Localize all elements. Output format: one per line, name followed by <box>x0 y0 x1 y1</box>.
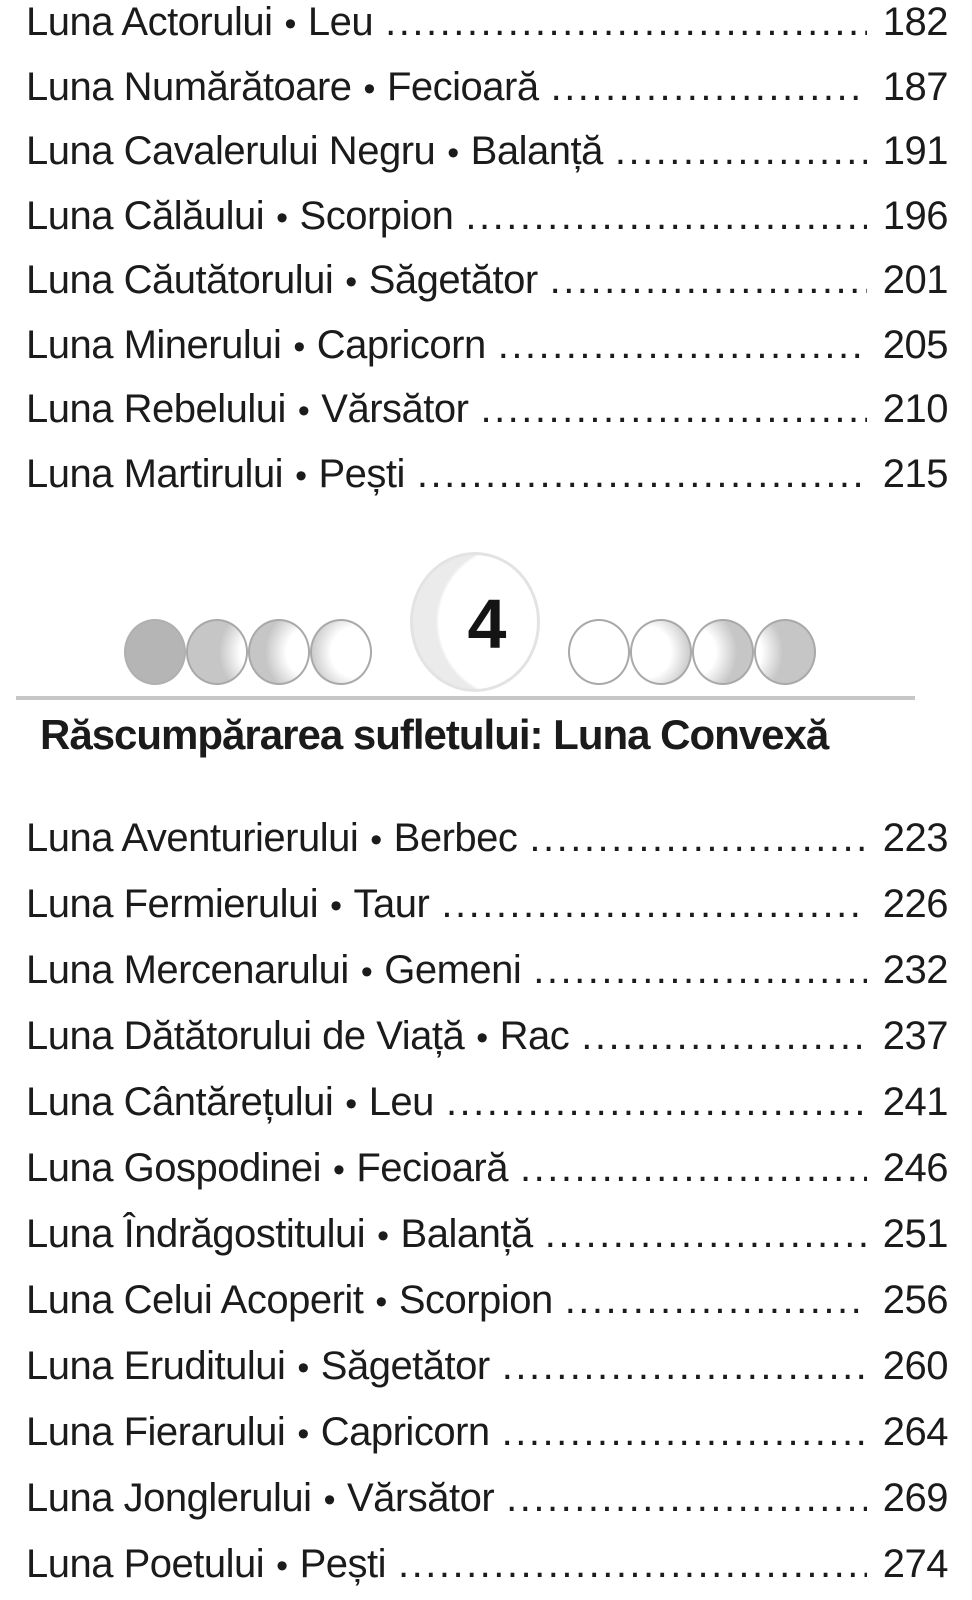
entry-label <box>26 1014 569 1059</box>
entry-page-number: 226 <box>882 882 948 926</box>
entry-title: Luna Cavalerului Negru <box>26 129 436 173</box>
entry-zodiac: Capricorn <box>316 322 486 367</box>
entry-label <box>26 194 453 239</box>
toc-entry <box>26 452 948 517</box>
bullet-separator: • <box>476 1019 488 1057</box>
bullet-separator: • <box>345 1085 357 1123</box>
entry-zodiac: Taur <box>353 882 430 926</box>
dot-leader <box>615 129 867 174</box>
entry-title: Luna Îndrăgostitului <box>26 1212 366 1256</box>
entry-zodiac: Capricorn <box>320 1410 490 1454</box>
chapter-number: 4 <box>467 585 507 663</box>
toc-entry <box>26 129 948 194</box>
dot-leader <box>385 0 867 45</box>
entry-title: Luna Fierarului <box>26 1410 286 1454</box>
entry-label <box>26 387 468 432</box>
dot-leader <box>441 882 866 927</box>
entry-page-number: 246 <box>882 1146 948 1190</box>
entry-label <box>26 1080 434 1125</box>
bullet-separator: • <box>284 5 296 43</box>
entry-title: Luna Martirului <box>26 451 284 496</box>
dot-leader <box>480 387 866 432</box>
entry-zodiac: Fecioară <box>386 64 539 109</box>
dot-leader <box>465 194 866 239</box>
entry-title: Luna Căutătorului <box>26 258 334 302</box>
toc-entry <box>26 323 948 388</box>
entry-title: Luna Minerului <box>26 322 282 367</box>
last-quarter-icon <box>692 619 754 685</box>
entry-title: Luna Celui Acoperit <box>26 1278 364 1322</box>
entry-label <box>26 452 405 497</box>
toc-entry <box>26 1080 948 1146</box>
entry-page-number: 256 <box>882 1278 948 1322</box>
dot-leader <box>551 65 867 110</box>
waning-crescent-icon <box>754 619 816 685</box>
toc-entry <box>26 1146 948 1212</box>
bullet-separator: • <box>363 69 375 108</box>
entry-title: Luna Eruditului <box>26 1344 286 1388</box>
bullet-separator: • <box>345 263 357 301</box>
toc-entry <box>26 1476 948 1542</box>
dot-leader <box>565 1278 867 1323</box>
bullet-separator: • <box>295 456 307 495</box>
bullet-separator: • <box>370 821 382 859</box>
entry-label <box>26 1410 490 1455</box>
entry-label <box>26 1476 494 1521</box>
toc-section-top <box>0 0 972 516</box>
toc-entry <box>26 1014 948 1080</box>
entry-label <box>26 65 539 110</box>
entry-label <box>26 882 429 927</box>
toc-entry <box>26 0 948 65</box>
bullet-separator: • <box>297 392 310 430</box>
toc-entry <box>26 65 948 130</box>
bullet-separator: • <box>332 1151 345 1189</box>
dot-leader <box>446 1080 867 1125</box>
entry-title: Luna Fermierului <box>26 882 319 926</box>
dot-leader <box>581 1014 867 1059</box>
toc-entry <box>26 1212 948 1278</box>
toc-entry <box>26 948 948 1014</box>
entry-zodiac: Rac <box>499 1014 570 1058</box>
entry-label <box>26 1278 553 1323</box>
dot-leader <box>398 1542 867 1587</box>
dot-leader <box>545 1212 867 1257</box>
entry-title: Luna Aventurierului <box>26 816 359 860</box>
entry-label <box>26 1542 386 1587</box>
toc-entry <box>26 882 948 948</box>
moon-phases-graphic <box>0 552 956 692</box>
entry-page-number: 260 <box>882 1344 948 1388</box>
entry-label <box>26 1212 533 1257</box>
entry-page-number: 237 <box>882 1014 948 1058</box>
waxing-crescent-icon <box>186 619 248 685</box>
toc-entry <box>26 1410 948 1476</box>
first-quarter-icon <box>248 619 310 685</box>
entry-zodiac: Berbec <box>393 816 518 860</box>
dot-leader <box>498 323 867 368</box>
entry-zodiac: Balanță <box>470 129 603 173</box>
chapter-title: Răscumpărarea sufletului: Luna Convexă <box>40 711 829 758</box>
entry-zodiac: Balanță <box>400 1212 533 1256</box>
dot-leader <box>417 452 867 497</box>
entry-page-number: 196 <box>882 193 948 238</box>
entry-title: Luna Jonglerului <box>26 1476 312 1520</box>
entry-label <box>26 948 521 993</box>
waxing-gibbous-icon <box>310 619 372 685</box>
toc-entry <box>26 816 948 882</box>
entry-zodiac: Gemeni <box>384 948 522 992</box>
bullet-separator: • <box>297 1349 309 1387</box>
entry-label <box>26 1344 490 1389</box>
entry-page-number: 191 <box>882 129 948 173</box>
entry-zodiac: Vărsător <box>346 1476 495 1520</box>
entry-zodiac: Vărsător <box>321 387 469 431</box>
toc-entry <box>26 258 948 323</box>
bullet-separator: • <box>377 1217 389 1255</box>
dot-leader <box>506 1476 867 1521</box>
entry-zodiac: Leu <box>307 0 374 44</box>
bullet-separator: • <box>276 198 288 237</box>
dot-leader <box>502 1410 867 1455</box>
entry-title: Luna Rebelului <box>26 387 286 431</box>
dot-leader <box>520 1146 867 1191</box>
entry-zodiac: Scorpion <box>299 193 454 238</box>
toc-entry <box>26 194 948 259</box>
section-divider-line <box>16 696 915 700</box>
dot-leader <box>529 816 866 861</box>
entry-page-number: 223 <box>882 816 948 860</box>
entry-label <box>26 816 517 861</box>
entry-page-number: 232 <box>882 948 948 992</box>
entry-page-number: 251 <box>882 1212 948 1256</box>
bullet-separator: • <box>375 1283 387 1321</box>
entry-title: Luna Gospodinei <box>26 1146 321 1190</box>
entry-page-number: 205 <box>882 322 948 367</box>
entry-page-number: 201 <box>882 258 948 302</box>
entry-label <box>26 0 373 45</box>
full-moon-icon <box>568 619 630 685</box>
entry-zodiac: Fecioară <box>356 1146 508 1190</box>
entry-title: Luna Dătătorului de Viață <box>26 1014 465 1058</box>
bullet-separator: • <box>360 953 373 991</box>
entry-page-number: 182 <box>882 0 948 44</box>
bullet-separator: • <box>293 327 305 366</box>
bullet-separator: • <box>330 887 342 925</box>
entry-zodiac: Pești <box>299 1542 386 1586</box>
toc-entry <box>26 1344 948 1410</box>
entry-page-number: 210 <box>882 387 948 431</box>
toc-entry <box>26 1278 948 1344</box>
chapter-number-moon-icon <box>410 552 540 692</box>
waning-gibbous-icon <box>630 619 692 685</box>
dot-leader <box>502 1344 867 1389</box>
entry-page-number: 241 <box>882 1080 948 1124</box>
entry-title: Luna Cântărețului <box>26 1080 334 1124</box>
toc-entry <box>26 387 948 452</box>
entry-title: Luna Actorului <box>26 0 273 44</box>
entry-label <box>26 129 603 174</box>
entry-title: Luna Călăului <box>26 193 265 238</box>
entry-label <box>26 258 538 303</box>
entry-label <box>26 323 486 368</box>
toc-section-chapter <box>0 816 972 1600</box>
entry-zodiac: Pești <box>318 451 405 496</box>
new-moon-icon <box>124 619 186 685</box>
entry-title: Luna Mercenarului <box>26 948 349 992</box>
entry-page-number: 269 <box>882 1476 948 1520</box>
entry-label <box>26 1146 508 1191</box>
entry-page-number: 187 <box>882 64 948 109</box>
bullet-separator: • <box>297 1415 309 1453</box>
bullet-separator: • <box>323 1481 335 1519</box>
entry-page-number: 264 <box>882 1410 948 1454</box>
entry-zodiac: Săgetător <box>368 258 538 302</box>
entry-title: Luna Numărătoare <box>26 64 352 109</box>
dot-leader <box>550 258 867 303</box>
entry-zodiac: Scorpion <box>398 1278 553 1322</box>
entry-title: Luna Poetului <box>26 1542 265 1586</box>
entry-zodiac: Săgetător <box>320 1344 490 1388</box>
dot-leader <box>533 948 866 993</box>
entry-page-number: 274 <box>882 1542 948 1586</box>
toc-entry <box>26 1542 948 1600</box>
entry-page-number: 215 <box>882 451 948 496</box>
entry-zodiac: Leu <box>368 1080 434 1124</box>
bullet-separator: • <box>276 1547 288 1585</box>
bullet-separator: • <box>447 134 459 172</box>
